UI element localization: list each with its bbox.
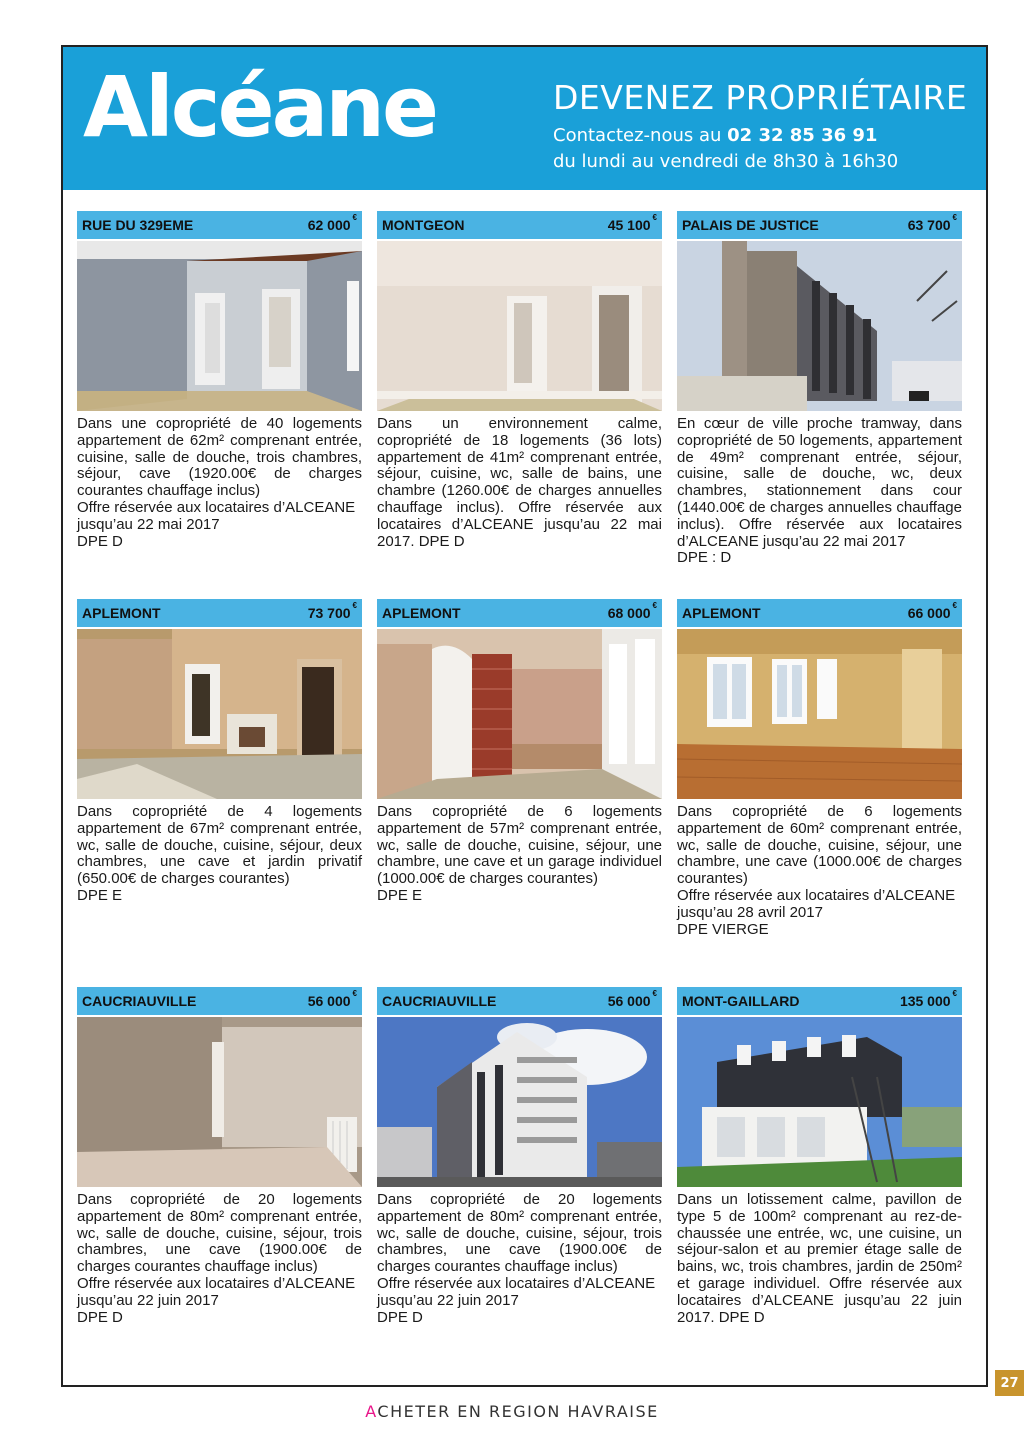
listing-price: 66 000 € bbox=[907, 601, 957, 621]
currency-symbol: € bbox=[652, 213, 657, 223]
description-line: DPE E bbox=[77, 886, 123, 904]
description-line: Offre réservée aux locataires d’ALCEANE jusqu’au 22 mai 2017 bbox=[77, 498, 356, 533]
listing-card[interactable] bbox=[677, 599, 962, 938]
listing-header bbox=[77, 987, 362, 1015]
listing-description bbox=[377, 416, 662, 550]
listing-location: MONT-GAILLARD bbox=[682, 993, 800, 1009]
header-banner bbox=[63, 47, 986, 190]
opening-hours: du lundi au vendredi de 8h30 à 16h30 bbox=[553, 151, 899, 172]
listing-header bbox=[77, 211, 362, 239]
listing-photo[interactable] bbox=[377, 1017, 662, 1187]
listing-price: 56 000 € bbox=[607, 989, 657, 1009]
listing-header bbox=[377, 599, 662, 627]
listing-price: 68 000 € bbox=[607, 601, 657, 621]
listing-price: 73 700 € bbox=[307, 601, 357, 621]
listing-description bbox=[77, 804, 362, 905]
listing-photo[interactable] bbox=[377, 629, 662, 799]
listing-description bbox=[677, 416, 962, 567]
footer-text: CHETER EN REGION HAVRAISE bbox=[377, 1402, 659, 1421]
phone-number[interactable]: 02 32 85 36 91 bbox=[727, 125, 878, 146]
listing-location: PALAIS DE JUSTICE bbox=[682, 217, 819, 233]
listing-header bbox=[677, 211, 962, 239]
description-line: Dans une copropriété de 40 logements appartement de 62m² comprenant entrée, cuisine, salle de douche, trois chambres, séjour, cave (1920.00€ de charges courantes chauffage inclus) bbox=[77, 415, 362, 500]
description-line: DPE D bbox=[77, 1308, 123, 1326]
listing-header bbox=[377, 987, 662, 1015]
listing-description bbox=[677, 804, 962, 938]
description-line: En cœur de ville proche tramway, dans copropriété de 50 logements, appartement de 49m² comprenant entrée, séjour, cuisine, salle de douche, wc, deux chambres, stationnement dans cour (1440.00€ de charges annuelles chauffage inclus). Offre réservée aux locataires d’ALCEANE jusqu’au 22 mai 2017 bbox=[677, 415, 962, 550]
listing-price: 62 000 € bbox=[307, 213, 357, 233]
listing-photo[interactable] bbox=[77, 1017, 362, 1187]
description-line: Offre réservée aux locataires d’ALCEANE jusqu’au 22 juin 2017 bbox=[77, 1274, 356, 1309]
page-number-badge: 27 bbox=[995, 1370, 1024, 1396]
description-line: DPE VIERGE bbox=[677, 920, 769, 938]
currency-symbol: € bbox=[652, 989, 657, 999]
description-line: Dans copropriété de 20 logements appartement de 80m² comprenant entrée, wc, salle de douche, cuisine, séjour, trois chambres, une cave (1900.00€ de charges courantes chauffage inclus) bbox=[77, 1191, 362, 1276]
listing-card[interactable] bbox=[677, 211, 962, 567]
listing-description bbox=[377, 804, 662, 905]
listing-location: CAUCRIAUVILLE bbox=[82, 993, 197, 1009]
currency-symbol: € bbox=[352, 989, 357, 999]
listing-header bbox=[677, 987, 962, 1015]
currency-symbol: € bbox=[652, 601, 657, 611]
footer-title bbox=[0, 1402, 1024, 1421]
listing-card[interactable] bbox=[377, 599, 662, 905]
listing-price: 63 700 € bbox=[907, 213, 957, 233]
listing-header bbox=[677, 599, 962, 627]
description-line: DPE E bbox=[377, 886, 423, 904]
listing-photo[interactable] bbox=[677, 1017, 962, 1187]
listing-location: APLEMONT bbox=[682, 605, 761, 621]
contact-prefix: Contactez-nous au bbox=[553, 125, 728, 146]
listing-location: APLEMONT bbox=[82, 605, 161, 621]
description-line: DPE : D bbox=[677, 549, 732, 567]
listing-card[interactable] bbox=[77, 211, 362, 550]
listing-photo[interactable] bbox=[677, 629, 962, 799]
listing-price: 135 000 € bbox=[899, 989, 957, 1009]
listing-price: 45 100 € bbox=[607, 213, 657, 233]
description-line: Dans un environnement calme, copropriété de 18 logements (36 lots) appartement de 41m² comprenant entrée, séjour, cuisine, wc, salle de bains, une chambre (1260.00€ de charges annuelles chauffage inclus). Offre réservée aux locataires d’ALCEANE jusqu’au 22 mai 2017. DPE D bbox=[377, 415, 662, 550]
listing-card[interactable] bbox=[77, 599, 362, 905]
listing-description bbox=[677, 1192, 962, 1326]
listing-card[interactable] bbox=[677, 987, 962, 1326]
listing-header bbox=[77, 599, 362, 627]
header-title: DEVENEZ PROPRIÉTAIRE bbox=[553, 78, 968, 117]
description-line: Offre réservée aux locataires d’ALCEANE jusqu’au 28 avril 2017 bbox=[677, 886, 956, 921]
description-line: Dans copropriété de 6 logements appartement de 60m² comprenant entrée, wc, salle de douche, cuisine, séjour, une chambre, une cave (1000.00€ de charges courantes) bbox=[677, 803, 962, 888]
listing-header bbox=[377, 211, 662, 239]
description-line: DPE D bbox=[377, 1308, 423, 1326]
description-line: Dans copropriété de 6 logements appartement de 57m² comprenant entrée, wc, salle de douche, cuisine, séjour, une chambre, une cave et un garage individuel (1000.00€ de charges courantes) bbox=[377, 803, 662, 888]
listing-location: APLEMONT bbox=[382, 605, 461, 621]
listing-description bbox=[77, 1192, 362, 1326]
listing-photo[interactable] bbox=[77, 629, 362, 799]
description-line: Dans un lotissement calme, pavillon de type 5 de 100m² comprenant au rez-de-chaussée une entrée, wc, une cuisine, un séjour-salon et au premier étage salle de bains, wc, trois chambres, jardin de 250m² et garage individuel. Offre réservée aux locataires d’ALCEANE jusqu’au 22 juin 2017. DPE D bbox=[677, 1191, 962, 1326]
contact-line bbox=[553, 125, 877, 147]
listing-location: RUE DU 329EME bbox=[82, 217, 194, 233]
currency-symbol: € bbox=[352, 213, 357, 223]
currency-symbol: € bbox=[952, 989, 957, 999]
listing-photo[interactable] bbox=[77, 241, 362, 411]
currency-symbol: € bbox=[952, 601, 957, 611]
listing-location: MONTGEON bbox=[382, 217, 465, 233]
listing-card[interactable] bbox=[377, 211, 662, 550]
description-line: Offre réservée aux locataires d’ALCEANE jusqu’au 22 juin 2017 bbox=[377, 1274, 656, 1309]
listing-card[interactable] bbox=[377, 987, 662, 1326]
description-line: Dans copropriété de 4 logements appartement de 67m² comprenant entrée, wc, salle de douche, cuisine, séjour, deux chambres, une cave et jardin privatif (650.00€ de charges courantes) bbox=[77, 803, 362, 888]
description-line: DPE D bbox=[77, 532, 123, 550]
listing-location: CAUCRIAUVILLE bbox=[382, 993, 497, 1009]
currency-symbol: € bbox=[352, 601, 357, 611]
currency-symbol: € bbox=[952, 213, 957, 223]
listing-photo[interactable] bbox=[377, 241, 662, 411]
listing-card[interactable] bbox=[77, 987, 362, 1326]
description-line: Dans copropriété de 20 logements appartement de 80m² comprenant entrée, wc, salle de douche, cuisine, séjour, trois chambres, une cave (1900.00€ de charges courantes chauffage inclus) bbox=[377, 1191, 662, 1276]
listing-photo[interactable] bbox=[677, 241, 962, 411]
listing-description bbox=[77, 416, 362, 550]
listing-price: 56 000 € bbox=[307, 989, 357, 1009]
listing-description bbox=[377, 1192, 662, 1326]
footer-accent-letter: A bbox=[365, 1402, 378, 1421]
brand-logo: Alcéane bbox=[83, 58, 437, 156]
